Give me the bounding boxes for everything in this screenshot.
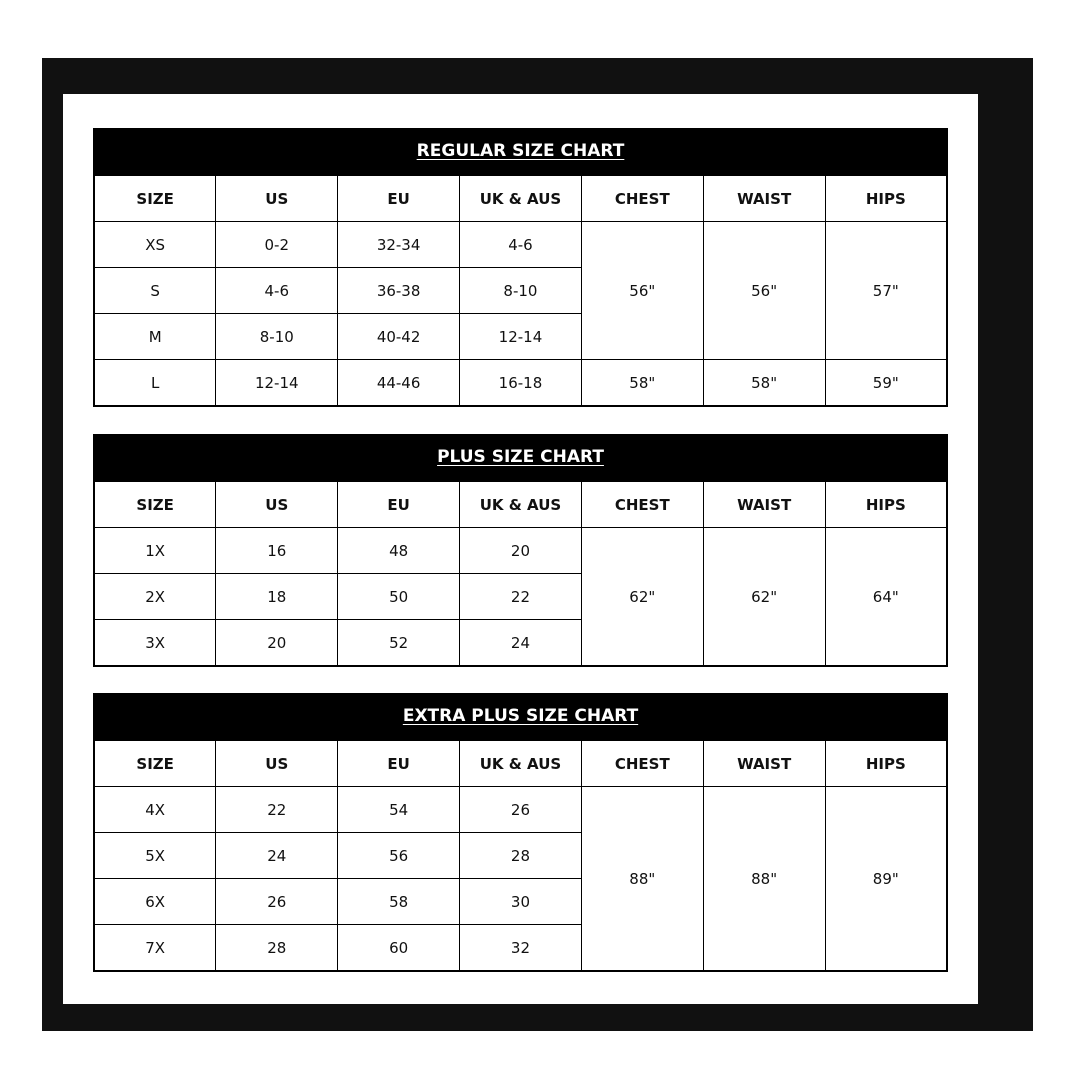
column-header-waist: WAIST <box>703 740 825 787</box>
size-cell: XS <box>94 222 216 268</box>
eu-cell: 32-34 <box>338 222 460 268</box>
column-header-eu: EU <box>338 175 460 222</box>
eu-cell: 48 <box>338 528 460 574</box>
chest-cell: 58" <box>581 360 703 407</box>
column-header-hips: HIPS <box>825 740 947 787</box>
column-header-eu: EU <box>338 740 460 787</box>
size-cell: 6X <box>94 879 216 925</box>
column-header-us: US <box>216 481 338 528</box>
size-cell: 4X <box>94 787 216 833</box>
header-row <box>94 481 947 528</box>
size-cell: 5X <box>94 833 216 879</box>
size-table <box>93 480 948 667</box>
column-header-hips: HIPS <box>825 481 947 528</box>
eu-cell: 52 <box>338 620 460 667</box>
size-cell: 3X <box>94 620 216 667</box>
us-cell: 8-10 <box>216 314 338 360</box>
uk-aus-cell: 8-10 <box>460 268 582 314</box>
extra-plus-size-chart <box>93 693 948 972</box>
column-header-size: SIZE <box>94 175 216 222</box>
header-row <box>94 175 947 222</box>
eu-cell: 36-38 <box>338 268 460 314</box>
column-header-uk-aus: UK & AUS <box>460 481 582 528</box>
column-header-chest: CHEST <box>581 175 703 222</box>
column-header-us: US <box>216 740 338 787</box>
waist-cell: 56" <box>703 222 825 360</box>
waist-cell: 88" <box>703 787 825 972</box>
column-header-uk-aus: UK & AUS <box>460 175 582 222</box>
size-cell: M <box>94 314 216 360</box>
size-cell: 1X <box>94 528 216 574</box>
chest-cell: 88" <box>581 787 703 972</box>
column-header-uk-aus: UK & AUS <box>460 740 582 787</box>
column-header-size: SIZE <box>94 740 216 787</box>
column-header-waist: WAIST <box>703 481 825 528</box>
chart-title: EXTRA PLUS SIZE CHART <box>93 693 948 739</box>
us-cell: 0-2 <box>216 222 338 268</box>
hips-cell: 59" <box>825 360 947 407</box>
column-header-chest: CHEST <box>581 481 703 528</box>
size-table <box>93 174 948 407</box>
header-row <box>94 740 947 787</box>
chest-cell: 62" <box>581 528 703 667</box>
uk-aus-cell: 30 <box>460 879 582 925</box>
hips-cell: 57" <box>825 222 947 360</box>
us-cell: 12-14 <box>216 360 338 407</box>
eu-cell: 40-42 <box>338 314 460 360</box>
eu-cell: 54 <box>338 787 460 833</box>
eu-cell: 50 <box>338 574 460 620</box>
uk-aus-cell: 20 <box>460 528 582 574</box>
uk-aus-cell: 28 <box>460 833 582 879</box>
uk-aus-cell: 26 <box>460 787 582 833</box>
column-header-us: US <box>216 175 338 222</box>
eu-cell: 56 <box>338 833 460 879</box>
us-cell: 28 <box>216 925 338 972</box>
us-cell: 22 <box>216 787 338 833</box>
hips-cell: 89" <box>825 787 947 972</box>
us-cell: 24 <box>216 833 338 879</box>
column-header-size: SIZE <box>94 481 216 528</box>
us-cell: 16 <box>216 528 338 574</box>
uk-aus-cell: 16-18 <box>460 360 582 407</box>
eu-cell: 60 <box>338 925 460 972</box>
size-cell: 2X <box>94 574 216 620</box>
waist-cell: 62" <box>703 528 825 667</box>
us-cell: 20 <box>216 620 338 667</box>
column-header-waist: WAIST <box>703 175 825 222</box>
column-header-eu: EU <box>338 481 460 528</box>
us-cell: 26 <box>216 879 338 925</box>
table-row <box>94 787 947 833</box>
chest-cell: 56" <box>581 222 703 360</box>
uk-aus-cell: 12-14 <box>460 314 582 360</box>
table-row <box>94 222 947 268</box>
table-row <box>94 360 947 407</box>
waist-cell: 58" <box>703 360 825 407</box>
eu-cell: 44-46 <box>338 360 460 407</box>
uk-aus-cell: 32 <box>460 925 582 972</box>
chart-title: REGULAR SIZE CHART <box>93 128 948 174</box>
size-cell: 7X <box>94 925 216 972</box>
column-header-hips: HIPS <box>825 175 947 222</box>
plus-size-chart <box>93 434 948 667</box>
uk-aus-cell: 22 <box>460 574 582 620</box>
regular-size-chart <box>93 128 948 407</box>
chart-title: PLUS SIZE CHART <box>93 434 948 480</box>
size-table <box>93 739 948 972</box>
uk-aus-cell: 4-6 <box>460 222 582 268</box>
table-row <box>94 528 947 574</box>
us-cell: 4-6 <box>216 268 338 314</box>
column-header-chest: CHEST <box>581 740 703 787</box>
size-cell: S <box>94 268 216 314</box>
eu-cell: 58 <box>338 879 460 925</box>
size-cell: L <box>94 360 216 407</box>
uk-aus-cell: 24 <box>460 620 582 667</box>
hips-cell: 64" <box>825 528 947 667</box>
us-cell: 18 <box>216 574 338 620</box>
